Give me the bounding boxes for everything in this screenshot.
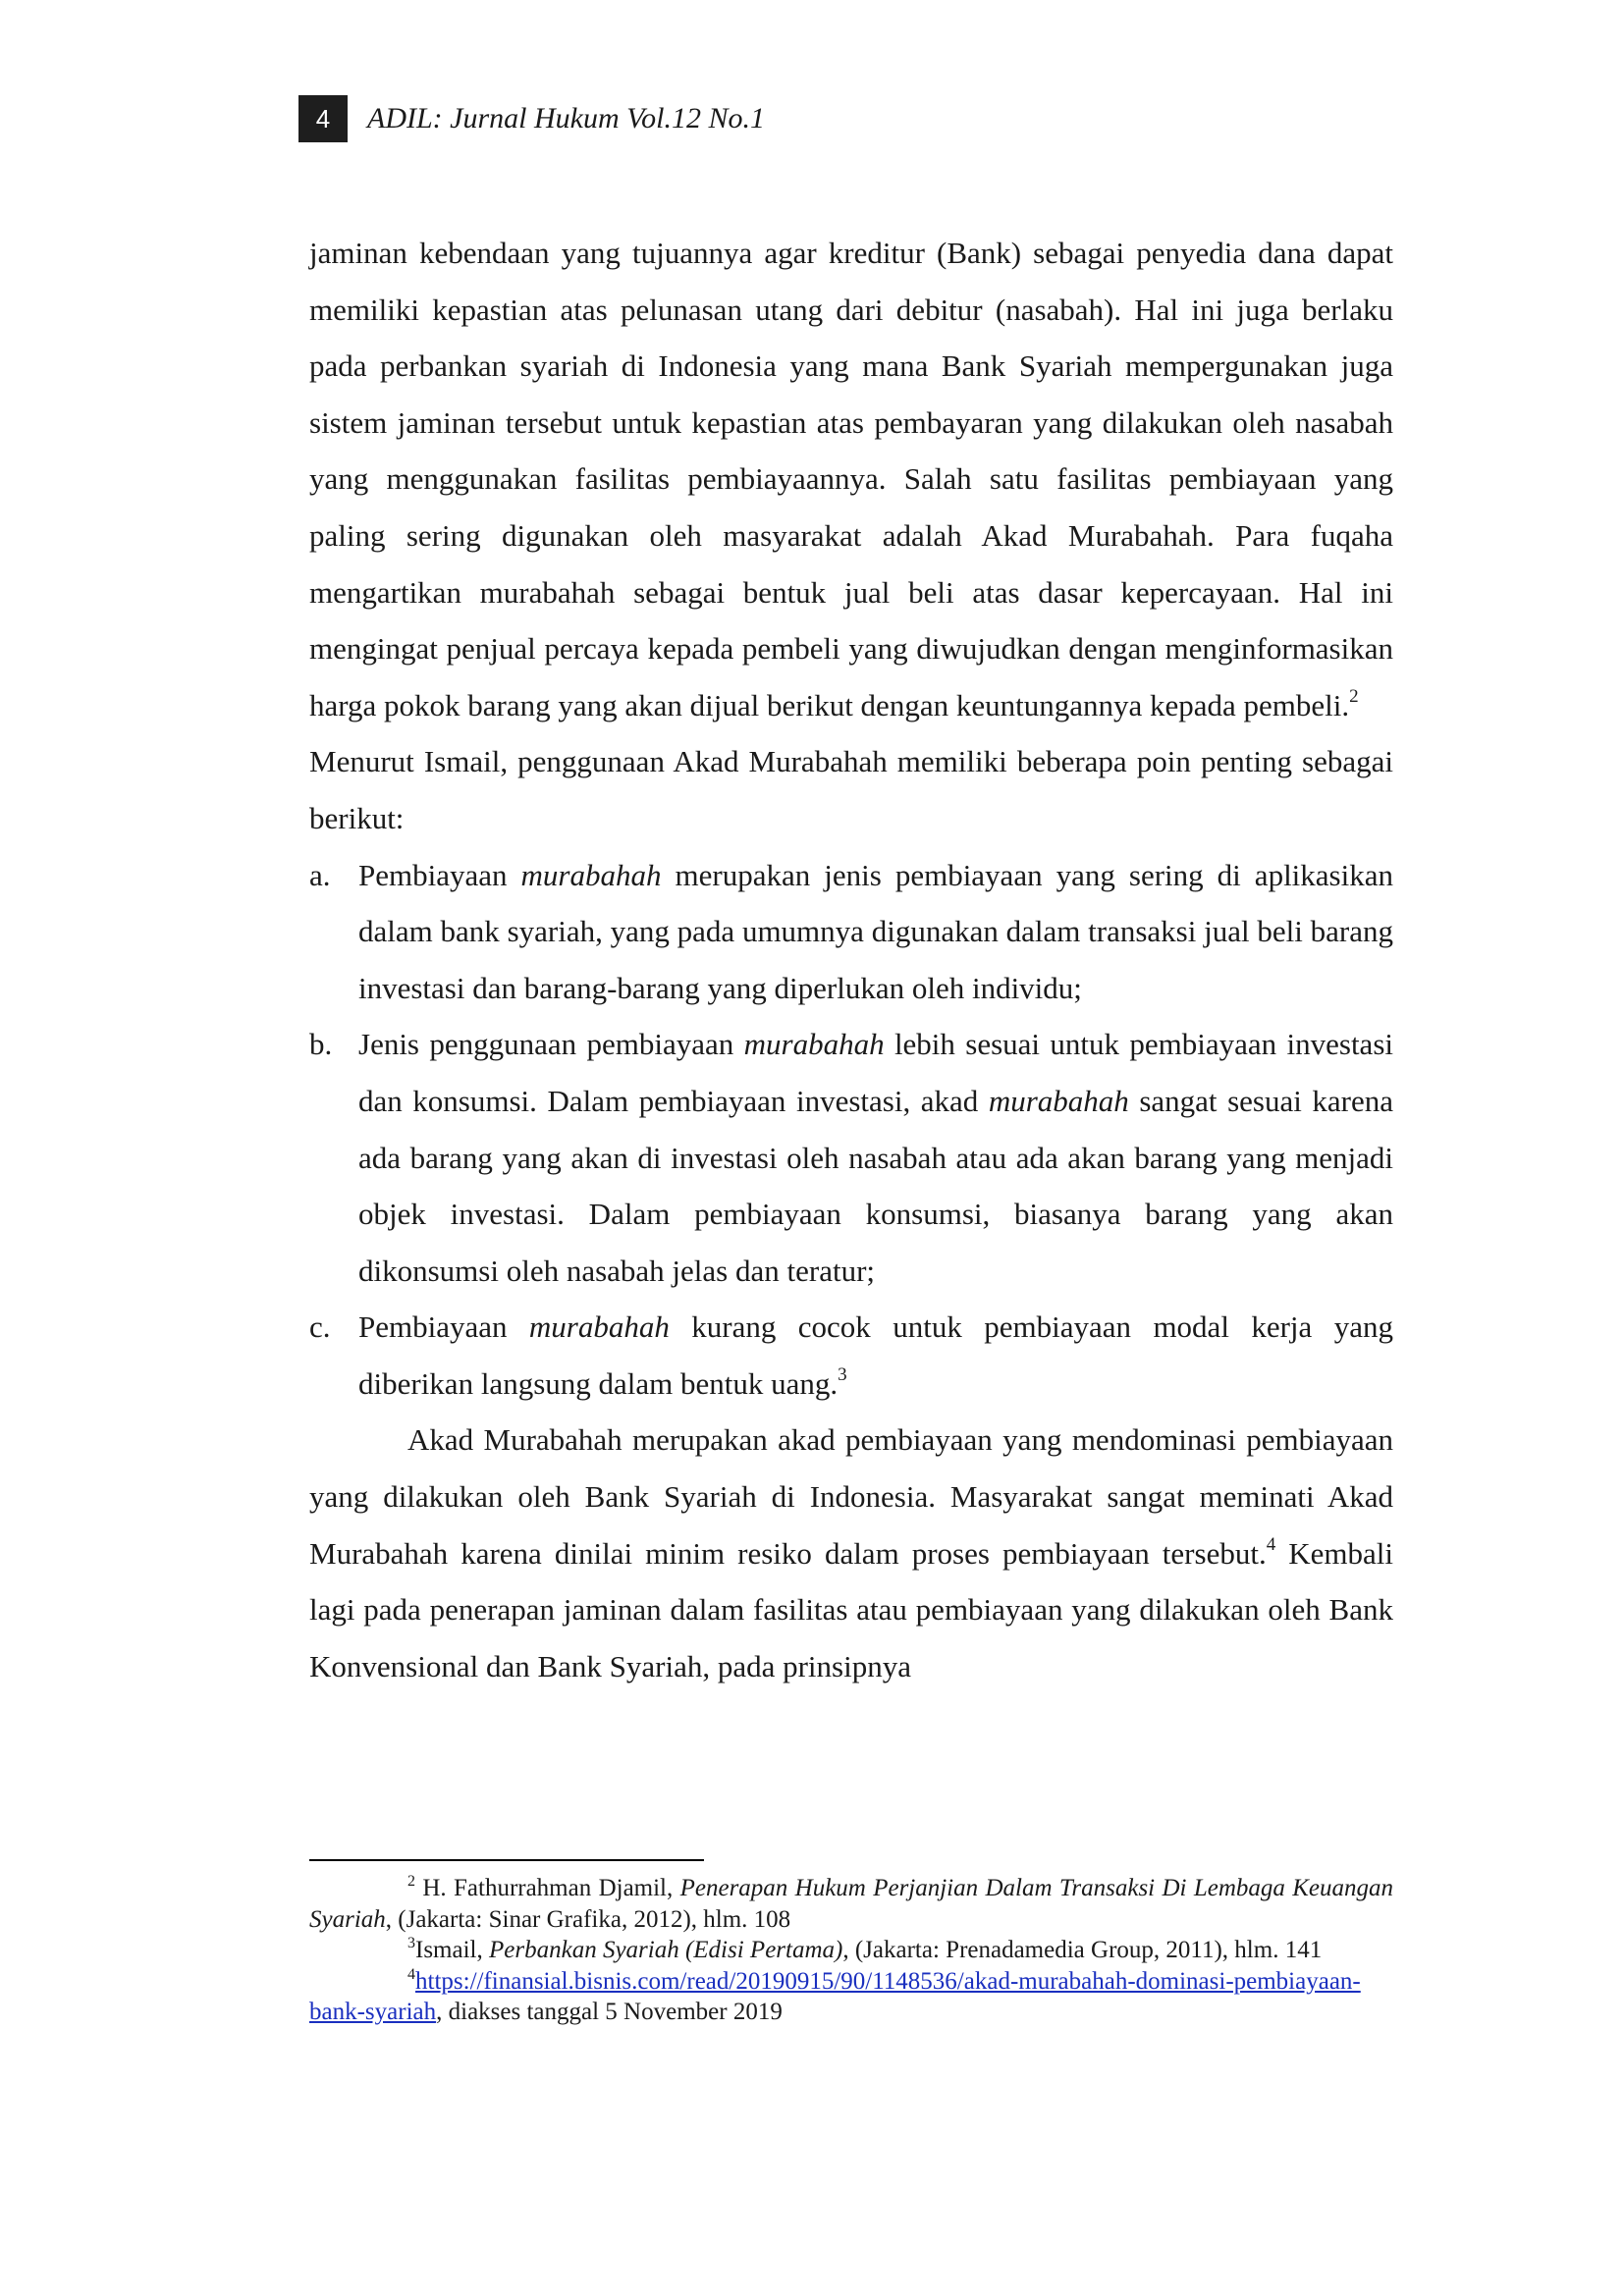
main-text [309,225,1393,1694]
list-item-b: b. Jenis penggunaan pembiayaan murabahah lebih sesuai untuk pembiayaan investasi dan konsumsi. Dalam pembiayaan investasi, akad murabahah sangat sesuai karena ada barang yang akan di investasi oleh nasabah atau ada akan barang yang menjadi objek investasi. Dalam pembiayaan konsumsi, biasanya barang yang akan dikonsumsi oleh nasabah jelas dan teratur; [309,1016,1393,1299]
term-murabahah: murabahah [743,1027,885,1062]
paragraph-3: Akad Murabahah merupakan akad pembiayaan yang mendominasi pembiayaan yang dilakukan oleh Bank Syariah di Indonesia. Masyarakat sangat meminati Akad Murabahah karena dinilai minim resiko dalam proses pembiayaan tersebut.$^4$ Kembali lagi pada penerapan jaminan dalam fasilitas atau pembiayaan yang dilakukan oleh Bank Konvensional dan Bank Syariah, pada prinsipnya [309,1422,1393,1683]
footnote-3: $^3$Ismail, Perbankan Syariah (Edisi Pertama), (Jakarta: Prenadamedia Group, 2011), hlm. 141 [407,1935,1323,1963]
list-item-a: a. Pembiayaan murabahah merupakan jenis pembiayaan yang sering di aplikasikan dalam bank syariah, yang pada umumnya digunakan dalam transaksi jual beli barang investasi dan barang-barang yang diperlukan oleh individu; [309,847,1393,1017]
footnote-ref-4[interactable]: 4 [1266,1533,1276,1555]
list-marker: b. [309,1027,333,1062]
page-number: 4 [298,95,348,142]
footnotes [309,1873,1393,2028]
footnote-url-link[interactable]: https://finansial.bisnis.com/read/20190915/90/1148536/akad-murabahah-dominasi-pembiayaan-bank-syariah [309,1967,1361,2025]
term-murabahah: murabahah [528,1309,670,1345]
list-marker: a. [309,857,331,892]
footnote-4: $^4$https://finansial.bisnis.com/read/20190915/90/1148536/akad-murabahah-dominasi-pembiayaan-bank-syariah, diakses tanggal 5 November 2019 [309,1965,1361,2025]
cited-title: Penerapan Hukum Perjanjian Dalam Transaksi Di Lembaga Keuangan Syariah [309,1875,1393,1933]
term-murabahah: murabahah [988,1083,1129,1118]
term-murabahah: murabahah [520,857,662,892]
footnote-number: 2 [407,1873,415,1890]
footnote-number: 4 [407,1965,415,1983]
footnote-2: $^2$ H. Fathurrahman Djamil, Penerapan Hukum Perjanjian Dalam Transaksi Di Lembaga Keuangan Syariah, (Jakarta: Sinar Grafika, 2012), hlm. 108 [309,1873,1393,1933]
list-item-c: c. Pembiayaan murabahah kurang cocok untuk pembiayaan modal kerja yang diberikan langsung dalam bentuk uang.$^3$ [309,1299,1393,1412]
list-marker: c. [309,1309,331,1345]
running-header [298,94,765,143]
points-list [309,847,1393,1413]
journal-title: ADIL: Jurnal Hukum Vol.12 No.1 [367,102,765,134]
cited-title: Perbankan Syariah (Edisi Pertama) [489,1937,843,1963]
footnote-number: 3 [407,1935,415,1951]
footnote-ref-2[interactable]: 2 [1349,685,1359,707]
paragraph-1: jaminan kebendaan yang tujuannya agar kreditur (Bank) sebagai penyedia dana dapat memiliki kepastian atas pelunasan utang dari debitur (nasabah). Hal ini juga berlaku pada perbankan syariah di Indonesia yang mana Bank Syariah mempergunakan juga sistem jaminan tersebut untuk kepastian atas pembayaran yang dilakukan oleh nasabah yang menggunakan fasilitas pembiayaannya. Salah satu fasilitas pembiayaan yang paling sering digunakan oleh masyarakat adalah Akad Murabahah. Para fuqaha mengartikan murabahah sebagai bentuk jual beli atas dasar kepercayaan. Hal ini mengingat penjual percaya kepada pembeli yang diwujudkan dengan menginformasikan harga pokok barang yang akan dijual berikut dengan keuntungannya kepada pembeli.$^2$ [309,236,1393,722]
paragraph-2: Menurut Ismail, penggunaan Akad Murabahah memiliki beberapa poin penting sebagai berikut: [309,744,1393,835]
footnote-ref-3[interactable]: 3 [838,1363,847,1385]
footnote-separator [309,1859,704,1861]
